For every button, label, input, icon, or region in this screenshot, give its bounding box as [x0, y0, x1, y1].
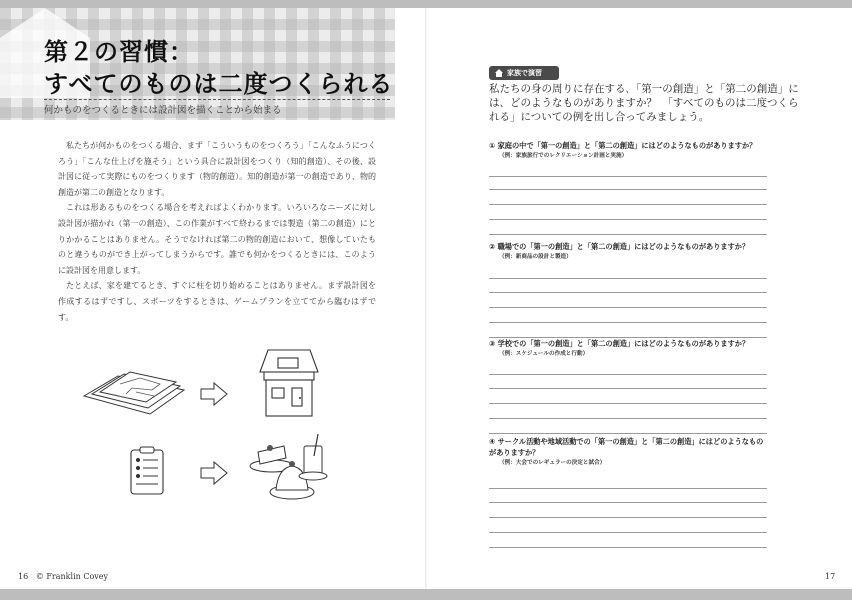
answer-lines-1[interactable] [489, 176, 767, 235]
recipe-card-icon [128, 446, 168, 498]
question-3 [489, 338, 769, 359]
question-text: ① 家庭の中で「第一の創造」と「第二の創造」にはどのようなものがありますか？ [489, 141, 757, 150]
left-footer [18, 572, 108, 581]
question-text: ② 職場での「第一の創造」と「第二の創造」にはどのようなものがありますか？ [489, 242, 750, 251]
page-subtitle: 何かものをつくるときには設計図を描くことから始まる [44, 105, 282, 116]
house-icon [254, 346, 324, 418]
body-paragraph-3: たとえば、家を建てるとき、すぐに柱を切り始めることはありません。まず設計図を作成するはずですし、スポーツをするときは、ゲームプランを立ててから臨むはずです。 [58, 281, 376, 322]
question-example: （例：大会でのレギュラーの決定と試合） [499, 460, 606, 466]
question-1 [489, 140, 769, 161]
question-text: ③ 学校での「第一の創造」と「第二の創造」にはどのようなものがありますか？ [489, 339, 750, 348]
copyright-text: © Franklin Covey [35, 572, 109, 581]
exercise-intro: 私たちの身の周りに存在する､「第一の創造」と「第二の創造」には、どのようなものがありますか？ 「すべてのものは二度つくられる」についての例を出し合ってみましょう。 [489, 83, 799, 123]
question-2 [489, 241, 769, 262]
title-divider [44, 99, 390, 100]
question-example: （例：新商品の設計と製造） [499, 254, 572, 260]
answer-lines-3[interactable] [489, 374, 767, 434]
exercise-badge [489, 66, 559, 80]
question-example: （例：家族旅行でのレクリエーション計画と実施） [499, 153, 628, 159]
badge-label: 家族で演習 [507, 69, 542, 77]
body-paragraph-2: これは形あるものをつくる場合を考えればよくわかります。いろいろなニーズに対し設計図が描かれ（第一の創造）、この作業がすべて終わるまでは製造（第二の創造）にとりかかることはありません。そうでなければ第二の物的創造において、想像していたものと違うものができ上がってしまうからです。誰でも何かをつくるときには、このように設計図を用意します。 [58, 203, 376, 275]
question-example: （例：スケジュールの作成と行動） [499, 351, 589, 357]
blueprint-icon [80, 368, 190, 418]
house-icon [494, 68, 504, 78]
answer-lines-4[interactable] [489, 488, 767, 548]
page-title [44, 36, 394, 100]
arrow-right-icon [200, 381, 228, 407]
body-text [58, 138, 376, 325]
page-number-right: 17 [825, 572, 836, 581]
question-4 [489, 436, 769, 468]
top-bleed-bar [0, 0, 852, 8]
body-paragraph-1: 私たちが何かものをつくる場合、まず「こういうものをつくろう」「こんなふうにつくろう」「こんな仕上げを施そう」という具合に設計図をつくり（知的創造）、その後、設計図に従って実際にものをつくります（物的創造）。知的創造が第一の創造であり、物的創造が第二の創造となります。 [58, 141, 376, 197]
page-number-left: 16 [18, 572, 29, 581]
bottom-bleed-bar [0, 589, 852, 600]
book-spine [425, 8, 427, 589]
desserts-icon [248, 432, 334, 502]
answer-lines-2[interactable] [489, 278, 767, 338]
title-line-1: 第２の習慣： [44, 38, 194, 66]
arrow-right-icon [200, 460, 228, 486]
question-text: ④ サークル活動や地域活動での「第一の創造」と「第二の創造」にはどのようなものがありますか？ [489, 437, 764, 457]
title-line-2: すべてのものは二度つくられる [44, 70, 394, 98]
